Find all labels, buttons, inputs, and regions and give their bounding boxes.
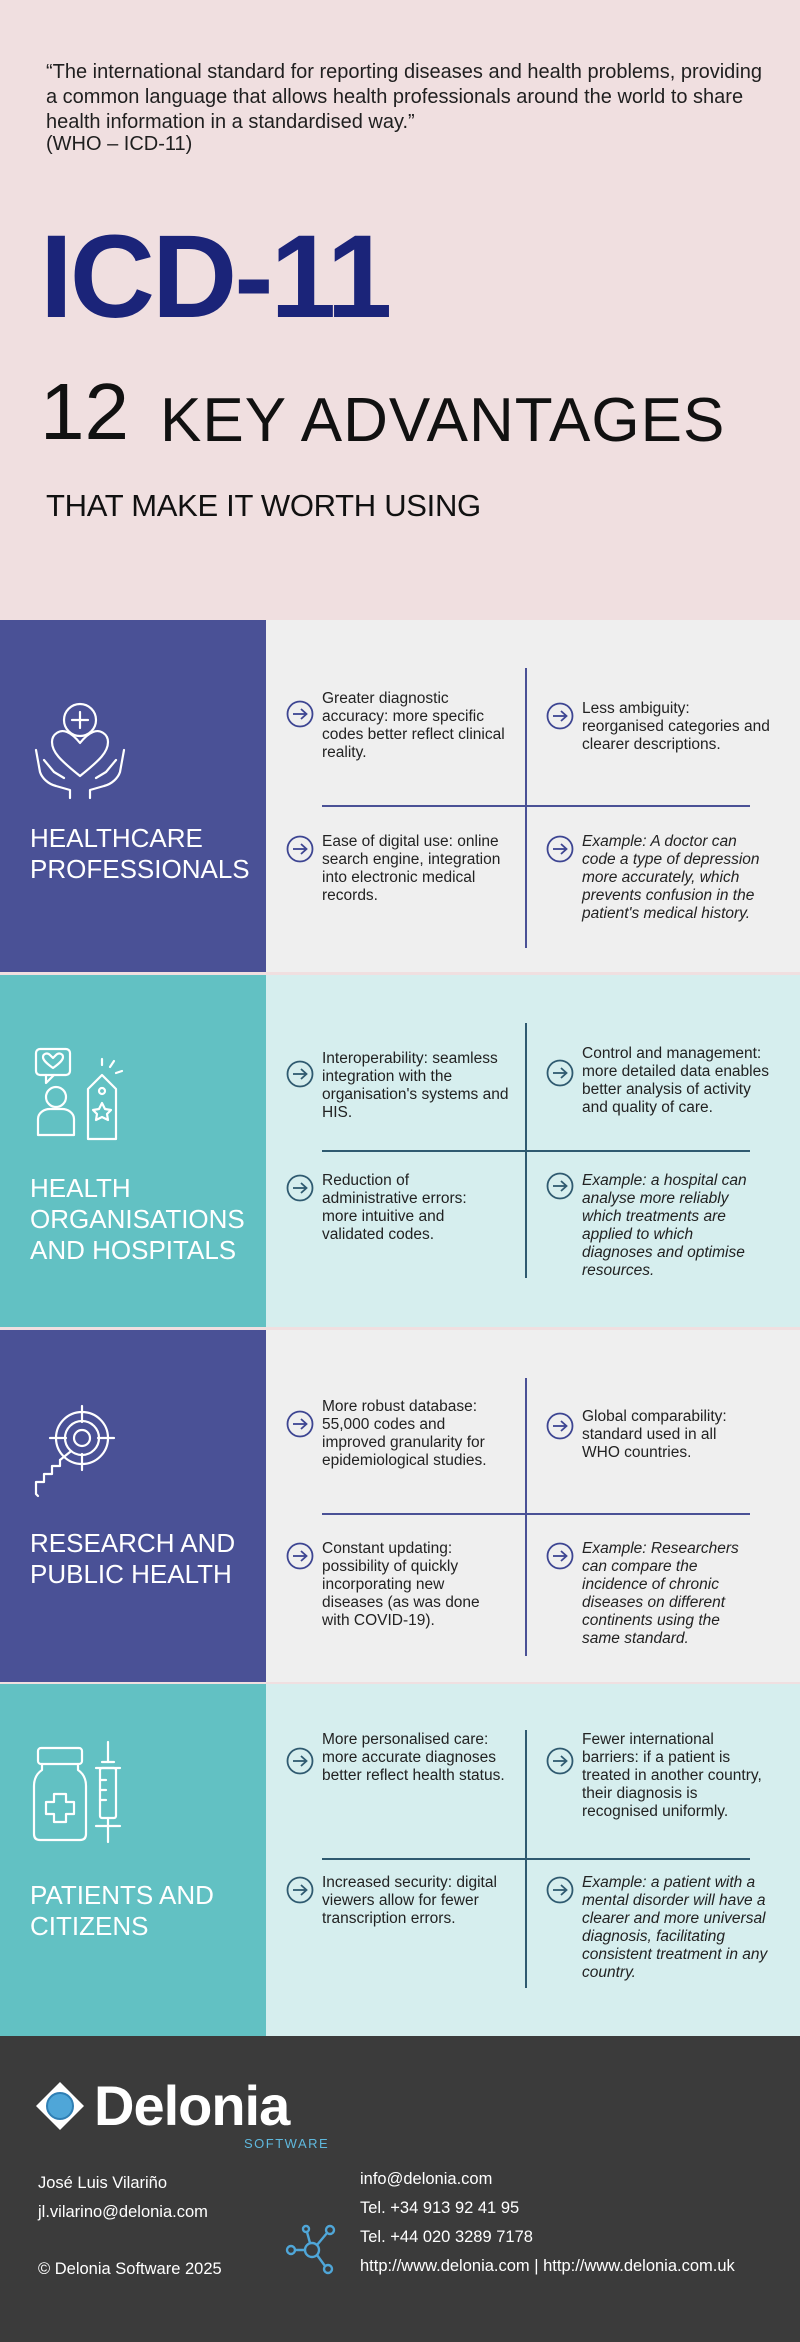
divider-horizontal bbox=[322, 1858, 750, 1860]
arrow-right-icon bbox=[546, 1412, 574, 1440]
arrow-right-icon bbox=[286, 1060, 314, 1088]
footer bbox=[0, 2036, 800, 2342]
key-number: 12 bbox=[40, 367, 129, 456]
target-staircase-icon bbox=[30, 1402, 130, 1512]
section-sidebar bbox=[0, 1684, 266, 2036]
section-health-organisations: HEALTH ORGANISATIONS AND HOSPITALS Interoperability: seamless integration with the organisation's systems and HIS. Control and management: more detailed data enables better analysis of activity and quality of care. Reduction of administrative errors: more intuitive and validated codes. Example: a hospital can analyse more reliably which treatments are applied to which diagnoses and optimise resources. bbox=[0, 975, 800, 1327]
medicine-syringe-icon bbox=[30, 1740, 130, 1850]
author-email[interactable]: jl.vilarino@delonia.com bbox=[38, 2203, 208, 2221]
divider-horizontal bbox=[322, 1513, 750, 1515]
network-icon bbox=[284, 2223, 338, 2277]
author-name: José Luis Vilariño bbox=[38, 2174, 168, 2192]
website-links[interactable]: http://www.delonia.com | http://www.delonia.com.uk bbox=[360, 2257, 735, 2275]
copyright: © Delonia Software 2025 bbox=[38, 2260, 222, 2278]
arrow-right-icon bbox=[286, 700, 314, 728]
arrow-right-icon bbox=[286, 835, 314, 863]
section-label: HEALTHCARE PROFESSIONALS bbox=[30, 823, 250, 884]
divider-vertical bbox=[525, 668, 527, 948]
phone-spain: Tel. +34 913 92 41 95 bbox=[360, 2199, 520, 2217]
section-sidebar bbox=[0, 1330, 266, 1682]
heart-hands-icon bbox=[30, 698, 130, 808]
section-sidebar bbox=[0, 620, 266, 972]
section-label: RESEARCH AND PUBLIC HEALTH bbox=[30, 1528, 236, 1589]
delonia-logo-icon bbox=[34, 2080, 86, 2132]
key-advantages-heading: KEY ADVANTAGES bbox=[160, 386, 726, 455]
divider-vertical bbox=[525, 1378, 527, 1656]
delonia-logo: Delonia SOFTWARE bbox=[34, 2078, 294, 2148]
arrow-right-icon bbox=[286, 1410, 314, 1438]
people-tag-icon bbox=[30, 1045, 130, 1155]
who-quote: “The international standard for reporting diseases and health problems, providing a common language that allows health professionals around the world to share health information in a standardised way.” bbox=[46, 61, 762, 133]
arrow-right-icon bbox=[546, 835, 574, 863]
arrow-right-icon bbox=[546, 1747, 574, 1775]
divider-horizontal bbox=[322, 805, 750, 807]
arrow-right-icon bbox=[546, 1059, 574, 1087]
arrow-right-icon bbox=[546, 702, 574, 730]
subtitle: THAT MAKE IT WORTH USING bbox=[46, 488, 481, 523]
divider-horizontal bbox=[322, 1150, 750, 1152]
arrow-right-icon bbox=[286, 1542, 314, 1570]
arrow-right-icon bbox=[286, 1174, 314, 1202]
section-research-public-health: RESEARCH AND PUBLIC HEALTH More robust database: 55,000 codes and improved granularity for epidemiological studies. Global comparability: standard used in all WHO countries. Constant updating: possibility of quickly incorporating new diseases (as was done with COVID-19). Example: Researchers can compare the incidence of chronic diseases on different continents using the same standard. bbox=[0, 1330, 800, 1682]
arrow-right-icon bbox=[286, 1747, 314, 1775]
arrow-right-icon bbox=[546, 1542, 574, 1570]
page-title: ICD-11 bbox=[40, 211, 390, 343]
arrow-right-icon bbox=[546, 1172, 574, 1200]
arrow-right-icon bbox=[546, 1876, 574, 1904]
section-sidebar bbox=[0, 975, 266, 1327]
section-label: PATIENTS AND CITIZENS bbox=[30, 1880, 214, 1941]
hero bbox=[0, 0, 800, 620]
phone-uk: Tel. +44 020 3289 7178 bbox=[360, 2228, 533, 2246]
section-label: HEALTH ORGANISATIONS AND HOSPITALS bbox=[30, 1173, 245, 1265]
contact-email[interactable]: info@delonia.com bbox=[360, 2170, 493, 2188]
section-patients-citizens: PATIENTS AND CITIZENS More personalised care: more accurate diagnoses better reflect health status. Fewer international barriers: if a patient is treated in another country, their diagnosis is recognised uniformly. Increased security: digital viewers allow for fewer transcription errors. Example: a patient with a mental disorder will have a clearer and more universal diagnosis, facilitating consistent treatment in any country. bbox=[0, 1684, 800, 2036]
arrow-right-icon bbox=[286, 1876, 314, 1904]
section-healthcare-professionals: HEALTHCARE PROFESSIONALS Greater diagnostic accuracy: more specific codes better reflect clinical reality. Less ambiguity: reorganised categories and clearer descriptions. Ease of digital use: online search engine, integration into electronic medical records. Example: A doctor can code a type of depression more accurately, which prevents confusion in the patient's medical history. bbox=[0, 620, 800, 972]
quote-source: (WHO – ICD-11) bbox=[46, 133, 193, 155]
